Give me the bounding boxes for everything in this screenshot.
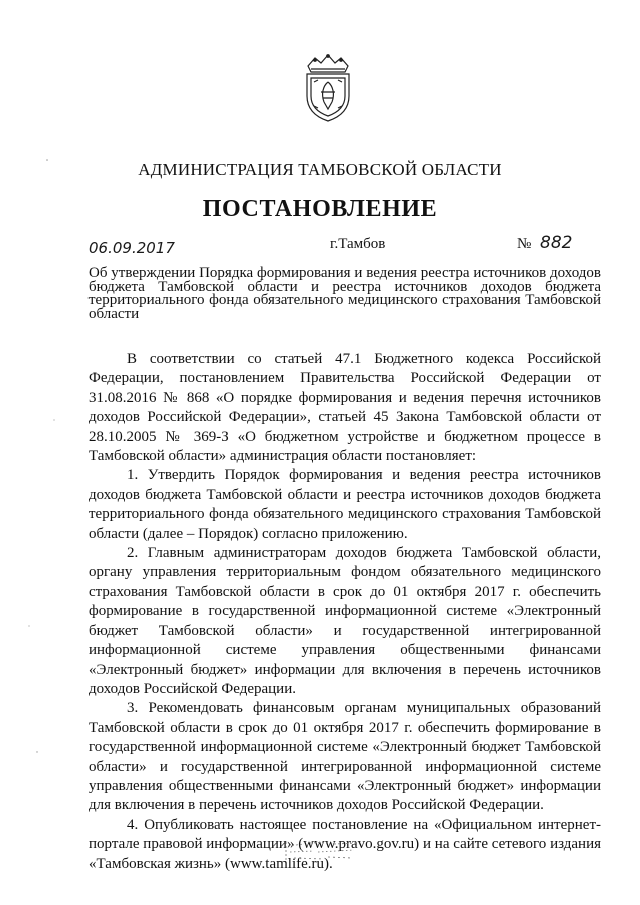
document-subject: Об утверждении Порядка формирования и ведения реестра источников доходов бюджета Тамбовской области и реестра источников доходов бюджета территориального фонда обязательного медицинского страхования Тамбовской области	[89, 265, 601, 322]
preamble-paragraph: В соответствии со статьей 47.1 Бюджетного кодекса Российской Федерации, постановлением Правительства Российской Федерации от 31.08.2016 № 868 «О порядке формирования и ведения перечня источников доходов Российской Федерации», статьей 45 Закона Тамбовской области от 28.10.2005 № 369-З «О бюджетном устройстве и бюджетном процессе в Тамбовской области» администрация области постановляет:	[89, 351, 601, 465]
number-label: №	[517, 236, 532, 252]
document-date: 06.09.2017	[89, 239, 175, 257]
document-number: 882	[540, 233, 573, 253]
clause-1: 1. Утвердить Порядок формирования и ведения реестра источников доходов бюджета Тамбовской области и реестра источников доходов бюджета территориального фонда обязательного медицинского страхования Тамбовской области (далее – Порядок) согласно приложению.	[89, 467, 601, 542]
stamp-mark-icon	[284, 838, 362, 864]
clause-3: 3. Рекомендовать финансовым органам муниципальных образований Тамбовской области в срок до 01 октября 2017 г. обеспечить формирование в государственной информационной системе «Электронный бюджет Тамбовской области» и государственной интегрированной информационной системе управления общественными финансами «Электронный бюджет» информации для включения в перечень источников доходов Российской Федерации.	[89, 700, 601, 814]
document-type: ПОСТАНОВЛЕНИЕ	[202, 196, 438, 222]
document-body	[89, 350, 601, 874]
tambov-coat-of-arms-icon	[299, 52, 357, 124]
clause-4: 4. Опубликовать настоящее постановление на «Официальном интернет-портале правовой информации» (www.pravo.gov.ru) и на сайте сетевого издания «Тамбовская жизнь» (www.tamlife.ru).	[89, 816, 601, 872]
clause-2: 2. Главным администраторам доходов бюджета Тамбовской области, органу управления территориальным фондом обязательного медицинского страхования Тамбовской области в срок до 01 октября 2017 г. обеспечить формирование в государственной информационной системе «Электронный бюджет Тамбовской области» и государственной интегрированной информационной системе управления общественными финансами «Электронный бюджет» информации для включения в перечень источников доходов Российской Федерации.	[89, 545, 601, 697]
organization-name: АДМИНИСТРАЦИЯ ТАМБОВСКОЙ ОБЛАСТИ	[138, 160, 502, 179]
document-city: г.Тамбов	[330, 236, 386, 252]
